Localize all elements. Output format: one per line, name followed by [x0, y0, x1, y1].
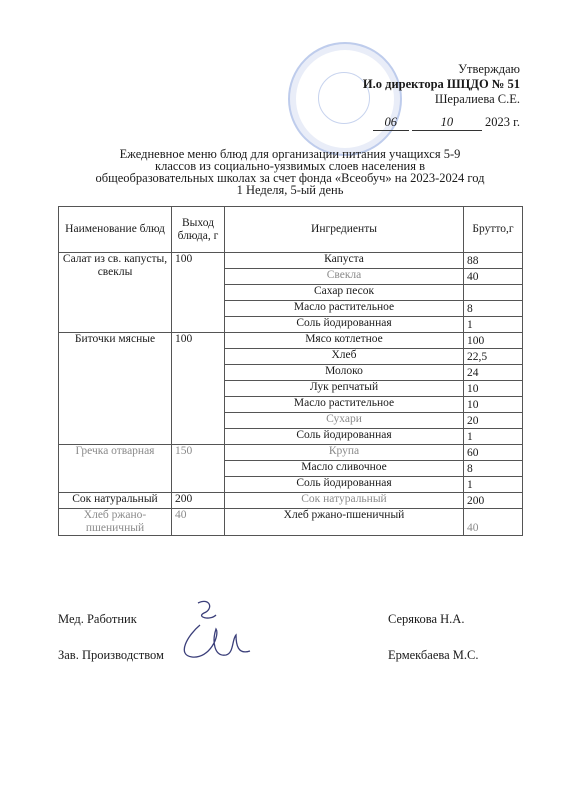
dish-yield: 100 [172, 253, 225, 333]
ingredient-gross: 22,5 [464, 349, 523, 365]
director-title: И.о директора ШЦДО № 51 [362, 77, 520, 91]
ingredient-name: Соль йодированная [225, 477, 464, 493]
ingredient-name: Молоко [225, 365, 464, 381]
table-row [59, 333, 523, 349]
production-signature-row [58, 648, 498, 684]
ingredient-gross: 40 [464, 509, 523, 536]
table-row [59, 253, 523, 269]
handwritten-signature [170, 595, 260, 665]
ingredient-name: Сок натуральный [225, 493, 464, 509]
medic-name: Серякова Н.А. [388, 612, 465, 626]
menu-heading [60, 148, 520, 196]
ingredient-name: Масло сливочное [225, 461, 464, 477]
ingredient-gross: 8 [464, 301, 523, 317]
signatures-block [58, 612, 498, 684]
heading-line-3: общеобразовательных школах за счет фонда «Всеобуч» на 2023-2024 год [95, 171, 485, 185]
date-day: 06 [373, 115, 409, 131]
ingredient-gross: 20 [464, 413, 523, 429]
header-ingredients: Ингредиенты [225, 207, 464, 253]
ingredient-name: Масло растительное [225, 397, 464, 413]
ingredient-gross: 24 [464, 365, 523, 381]
medic-role: Мед. Работник [58, 612, 137, 626]
date-month: 10 [412, 115, 482, 131]
heading-line-4: 1 Неделя, 5-ый день [236, 183, 344, 197]
approval-block [310, 62, 520, 131]
ingredient-gross: 200 [464, 493, 523, 509]
production-name: Ермекбаева М.С. [388, 648, 479, 662]
table-row [59, 493, 523, 509]
heading-line-1: Ежедневное меню блюд для организации питания учащихся 5-9 [119, 147, 461, 161]
table-row [59, 445, 523, 461]
dish-name: Гречка отварная [59, 445, 172, 493]
ingredient-gross: 1 [464, 429, 523, 445]
ingredient-name: Сухари [225, 413, 464, 429]
ingredient-name: Капуста [225, 253, 464, 269]
heading-line-2: классов из социально-уязвимых слоев населения в [155, 159, 425, 173]
dish-yield: 40 [172, 509, 225, 536]
production-role: Зав. Производством [58, 648, 164, 662]
table-row [59, 509, 523, 536]
ingredient-name: Лук репчатый [225, 381, 464, 397]
medic-signature-row [58, 612, 498, 648]
ingredient-name: Масло растительное [225, 301, 464, 317]
header-dish: Наименование блюд [59, 207, 172, 253]
dish-name: Биточки мясные [59, 333, 172, 445]
ingredient-name: Крупа [225, 445, 464, 461]
ingredient-name: Свекла [225, 269, 464, 285]
ingredient-gross: 10 [464, 397, 523, 413]
ingredient-gross: 40 [464, 269, 523, 285]
dish-yield: 100 [172, 333, 225, 445]
dish-yield: 200 [172, 493, 225, 509]
ingredient-gross: 8 [464, 461, 523, 477]
ingredient-gross: 1 [464, 477, 523, 493]
ingredient-name: Сахар песок [225, 285, 464, 301]
dish-name: Сок натуральный [59, 493, 172, 509]
ingredient-gross: 10 [464, 381, 523, 397]
ingredient-gross: 60 [464, 445, 523, 461]
ingredient-gross: 100 [464, 333, 523, 349]
ingredient-name: Мясо котлетное [225, 333, 464, 349]
dish-name: Салат из св. капусты, свеклы [59, 253, 172, 333]
header-row [59, 207, 523, 253]
ingredient-gross [464, 285, 523, 301]
dish-yield: 150 [172, 445, 225, 493]
ingredient-name: Хлеб [225, 349, 464, 365]
menu-table [58, 206, 523, 536]
ingredient-name: Хлеб ржано-пшеничный [225, 509, 464, 536]
ingredient-name: Соль йодированная [225, 317, 464, 333]
approve-word: Утверждаю [458, 62, 520, 76]
dish-name: Хлеб ржано-пшеничный [59, 509, 172, 536]
ingredient-gross: 88 [464, 253, 523, 269]
header-yield: Выход блюда, г [172, 207, 225, 253]
date-year: 2023 г. [485, 115, 520, 129]
ingredient-gross: 1 [464, 317, 523, 333]
signer-name: Шералиева С.Е. [434, 92, 520, 106]
header-gross: Брутто,г [464, 207, 523, 253]
approval-date [310, 115, 520, 131]
ingredient-name: Соль йодированная [225, 429, 464, 445]
